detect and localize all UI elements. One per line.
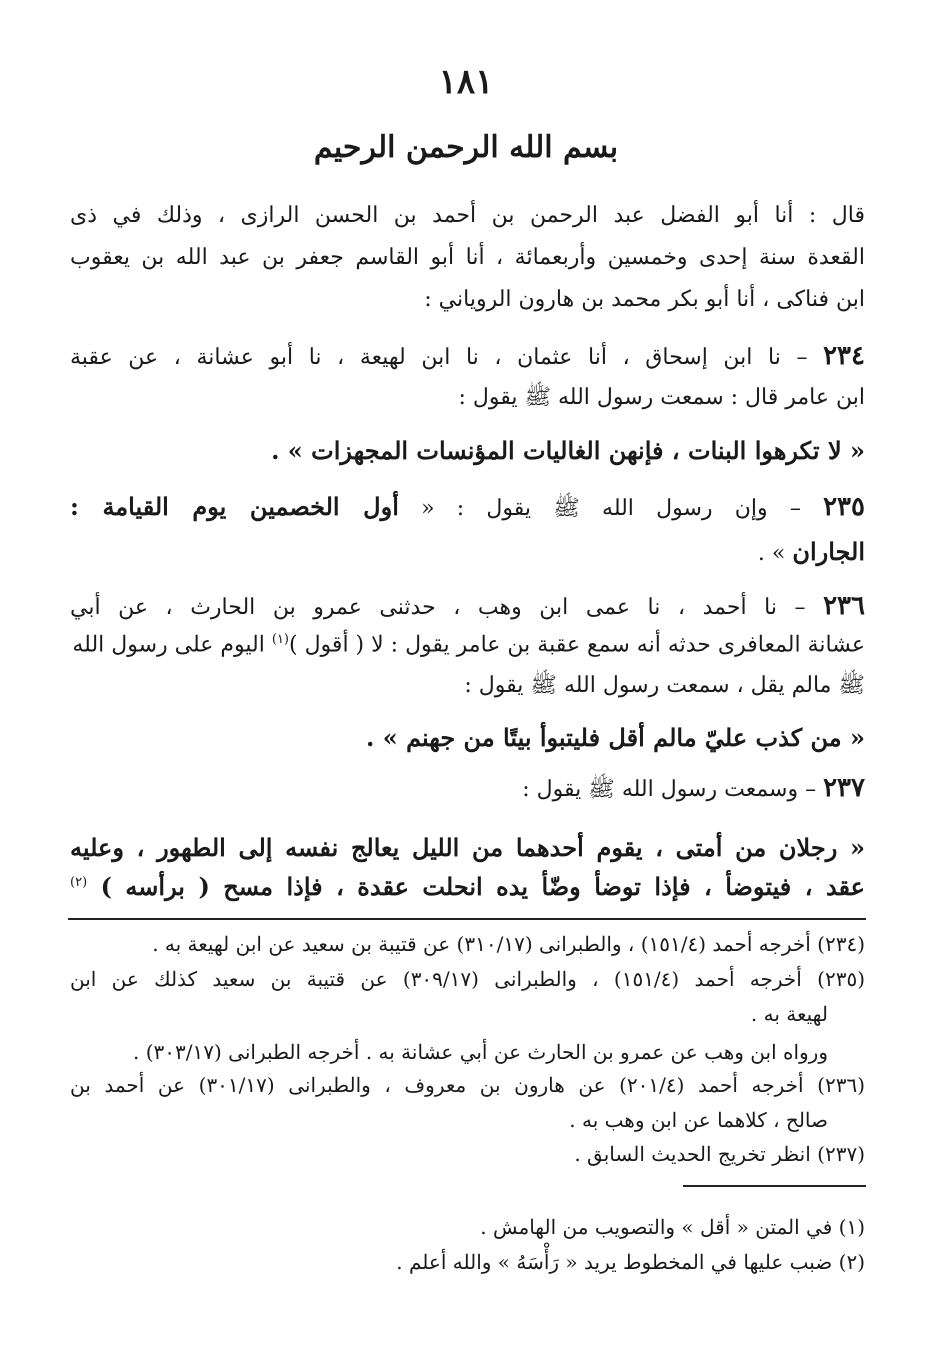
footnote-marker: (١) (271, 632, 289, 647)
hadith-235-line-1 (70, 492, 865, 526)
footnote-1: (١) في المتن « أقل » والتصويب من الهامش . (480, 1215, 865, 1239)
hadith-number: ٢٣٦ (823, 591, 865, 621)
hadith-236-line-3: ﷺ مالم يقل ، سمعت رسول الله ﷺ يقول : (464, 673, 865, 698)
takhrij-236-line-1: (٢٣٦) أخرجه أحمد (٢٠١/٤) عن هارون بن معروف ، والطبرانى (٣٠١/١٧) عن أحمد بن (70, 1073, 865, 1097)
basmala-heading: بسم الله الرحمن الرحيم (313, 130, 619, 165)
footnote-2: (٢) ضبب عليها في المخطوط يريد « رَأْسَهُ » والله أعلم . (396, 1250, 865, 1274)
hadith-236-matn: « من كذب عليّ مالم أقل فليتبوأ بيتًا من جهنم » . (366, 723, 865, 752)
intro-line-1: قال : أنا أبو الفضل عبد الرحمن بن أحمد بن الحسن الرازى ، وذلك في ذى (70, 203, 865, 228)
takhrij-237: (٢٣٧) انظر تخريج الحديث السابق . (574, 1142, 865, 1166)
takhrij-235-line-1: (٢٣٥) أخرجه أحمد (١٥١/٤) ، والطبرانى (٣٠٩/١٧) عن قتيبة بن سعيد كذلك عن ابن (70, 967, 866, 991)
takhrij-235-line-2: لهيعة به . (750, 1002, 828, 1026)
hadith-number: ٢٣٧ (823, 773, 865, 803)
hadith-isnad: – نا أحمد ، نا عمى ابن وهب ، حدثنى عمرو بن الحارث ، عن أبي (70, 595, 806, 620)
takhrij-235-line-3: ورواه ابن وهب عن عمرو بن الحارث عن أبي عشانة به . أخرجه الطبرانى (٣٠٣/١٧) . (133, 1040, 828, 1064)
hadith-235-line-2 (758, 537, 865, 566)
hadith-236-line-1 (70, 591, 865, 621)
hadith-237-matn-2 (70, 872, 865, 901)
hadith-234-line-2: ابن عامر قال : سمعت رسول الله ﷺ يقول : (458, 385, 865, 410)
footnote-marker: (٢) (70, 875, 88, 890)
takhrij-236-line-2: صالح ، كلاهما عن ابن وهب به . (569, 1108, 828, 1132)
hadith-matn: الجاران (792, 537, 865, 566)
hadith-number: ٢٣٥ (823, 492, 865, 522)
hadith-isnad: – وإن رسول الله ﷺ يقول : « (421, 496, 801, 521)
hadith-237-line-1 (522, 773, 865, 807)
intro-line-2: القعدة سنة إحدى وخمسين وأربعمائة ، أنا أبو القاسم جعفر بن عبد الله بن يعقوب (70, 245, 865, 270)
hadith-matn: عقد ، فيتوضأ ، فإذا توضأ وضّأ يده انحلت عقدة ، فإذا مسح ( برأسه ) (100, 872, 865, 901)
intro-line-3: ابن فناكى ، أنا أبو بكر محمد بن هارون الروياني : (424, 287, 865, 312)
hadith-isnad: – نا ابن إسحاق ، أنا عثمان ، نا ابن لهيعة ، نا أبو عشانة ، عن عقبة (70, 345, 808, 370)
hadith-isnad: اليوم على رسول الله (72, 632, 265, 658)
hadith-number: ٢٣٤ (823, 341, 865, 371)
hadith-isnad: – وسمعت رسول الله ﷺ يقول : (522, 777, 817, 802)
hadith-234-matn: « لا تكرهوا البنات ، فإنهن الغاليات المؤنسات المجهزات » . (271, 436, 865, 465)
hadith-matn: أول الخصمين يوم القيامة : (70, 492, 399, 521)
takhrij-separator (68, 918, 866, 920)
takhrij-234: (٢٣٤) أخرجه أحمد (١٥١/٤) ، والطبرانى (٣١٠/١٧) عن قتيبة بن سعيد عن ابن لهيعة به . (152, 932, 865, 956)
page-number: ١٨١ (438, 62, 494, 102)
hadith-closing: » . (757, 541, 786, 566)
hadith-isnad: عشانة المعافرى حدثه أنه سمع عقبة بن عامر يقول : لا ( أقول ) (289, 632, 865, 658)
hadith-236-line-2 (72, 632, 865, 657)
hadith-234-line-1 (70, 341, 865, 371)
hadith-237-matn-1: « رجلان من أمتى ، يقوم أحدهما من الليل يعالج نفسه إلى الطهور ، وعليه (70, 833, 865, 862)
footnote-separator (683, 1185, 866, 1187)
